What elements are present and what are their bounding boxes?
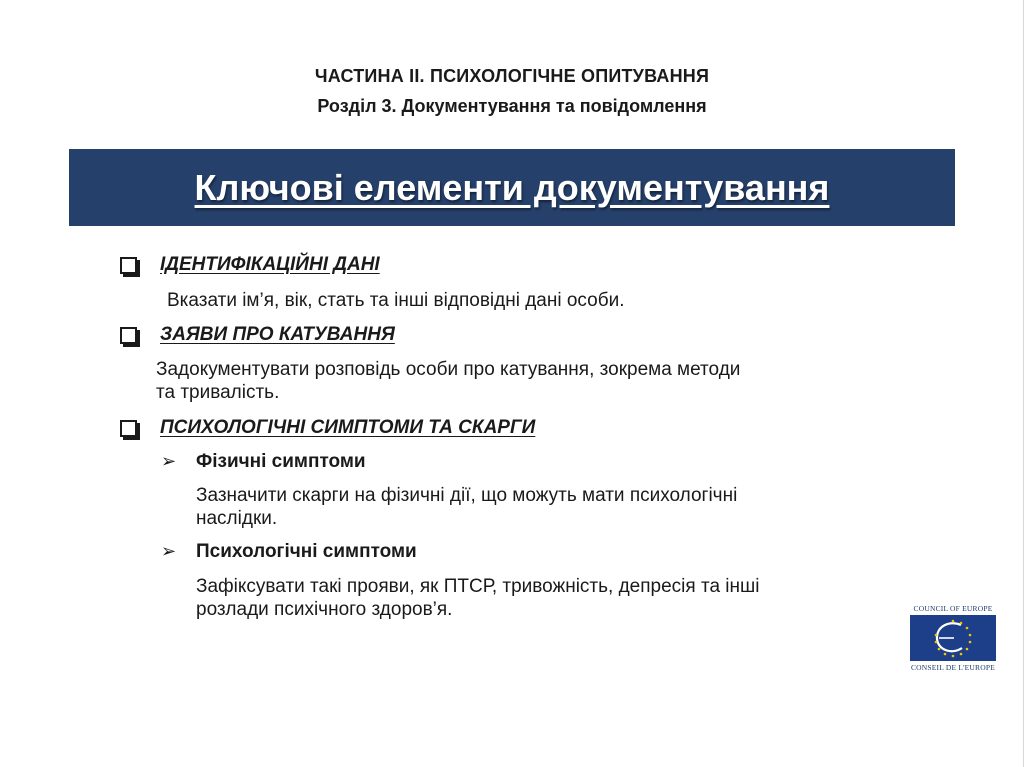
section-heading-psych-symptoms: ПСИХОЛОГІЧНІ СИМПТОМИ ТА СКАРГИ	[160, 417, 536, 438]
council-of-europe-logo	[906, 604, 1000, 674]
subitem-text-physical-line2: наслідки.	[196, 508, 278, 529]
arrow-bullet-icon: ➢	[161, 541, 177, 561]
header-section-title: Розділ 3. Документування та повідомлення	[317, 96, 707, 116]
subitem-title-psychological: Психологічні симптоми	[196, 541, 417, 562]
logo-top-text: COUNCIL OF EUROPE	[913, 604, 993, 613]
subitem-text-physical-line1: Зазначити скарги на фізичні дії, що можуть мати психологічні	[196, 485, 738, 506]
section-heading-torture-claims: ЗАЯВИ ПРО КАТУВАННЯ	[160, 324, 395, 345]
checkbox-bullet-icon	[120, 327, 137, 344]
section-text-torture-claims-line1: Задокументувати розповідь особи про катування, зокрема методи	[156, 359, 741, 380]
subitem-text-psychological-line1: Зафіксувати такі прояви, як ПТСР, тривожність, депресія та інші	[196, 576, 760, 597]
title-banner	[69, 149, 955, 226]
header-part-title: ЧАСТИНА ІІ. ПСИХОЛОГІЧНЕ ОПИТУВАННЯ	[314, 66, 710, 86]
section-text-identification: Вказати ім’я, вік, стать та інші відповідні дані особи.	[167, 290, 625, 311]
section-heading-identification: ІДЕНТИФІКАЦІЙНІ ДАНІ	[160, 254, 380, 275]
section-text-torture-claims-line2: та тривалість.	[156, 382, 280, 403]
arrow-bullet-icon: ➢	[161, 451, 177, 471]
council-of-europe-emblem-icon	[910, 615, 996, 661]
checkbox-bullet-icon	[120, 257, 137, 274]
checkbox-bullet-icon	[120, 420, 137, 437]
subitem-title-physical: Фізичні симптоми	[196, 451, 366, 472]
subitem-text-psychological-line2: розлади психічного здоров’я.	[196, 599, 453, 620]
slide-title: Ключові елементи документування	[194, 167, 830, 208]
logo-bottom-text: CONSEIL DE L'EUROPE	[910, 663, 996, 672]
